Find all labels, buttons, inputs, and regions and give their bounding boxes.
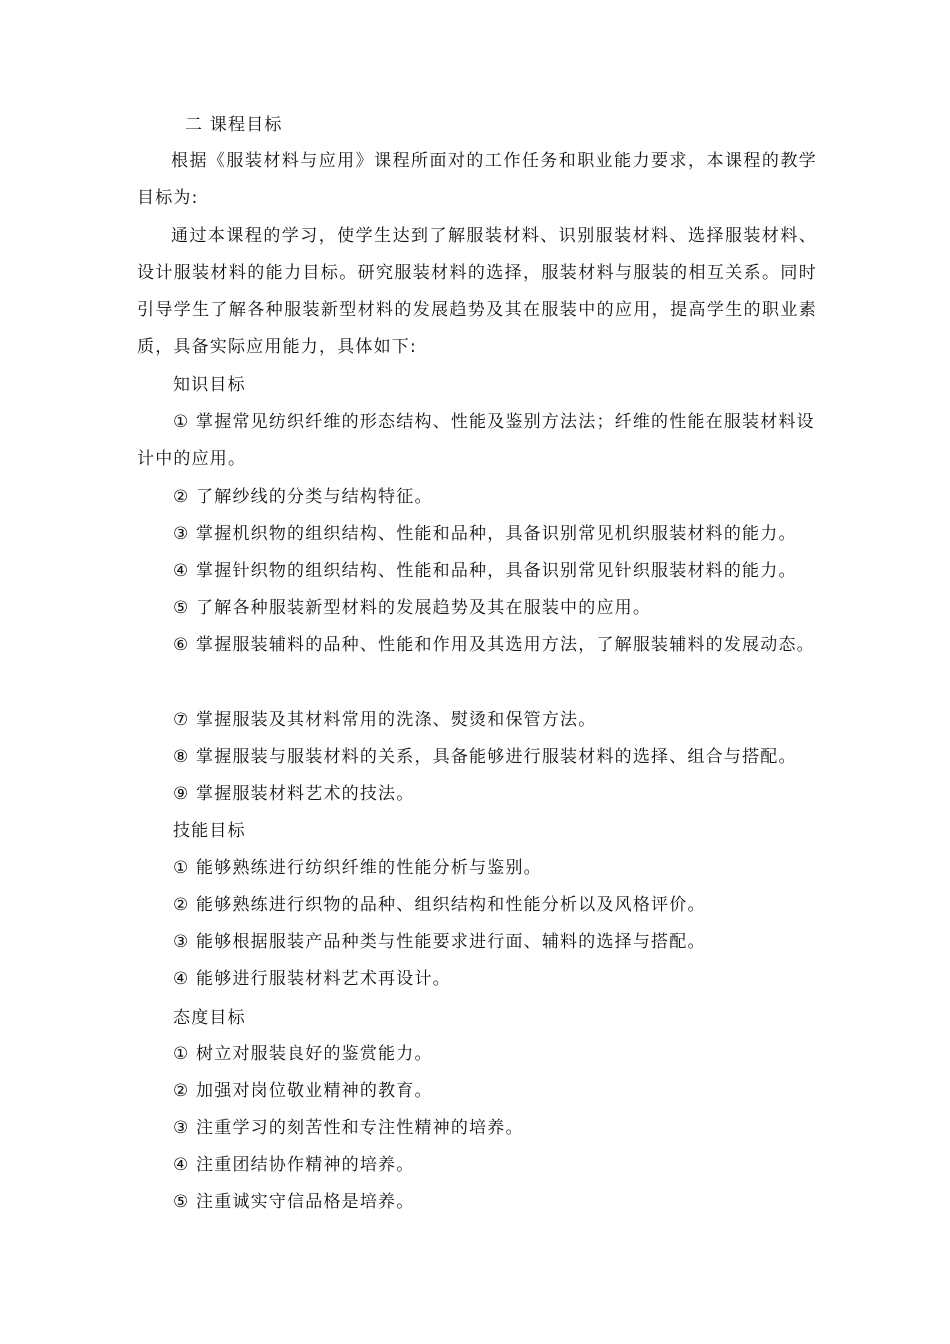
- knowledge-item-9: ⑨ 掌握服装材料艺术的技法。: [173, 784, 415, 804]
- skill-heading: 技能目标: [173, 821, 246, 841]
- attitude-heading: 态度目标: [173, 1008, 246, 1028]
- skill-item-2: ② 能够熟练进行织物的品种、组织结构和性能分析以及风格评价。: [173, 895, 706, 915]
- knowledge-item-3: ③ 掌握机织物的组织结构、性能和品种，具备识别常见机织服装材料的能力。: [173, 524, 797, 544]
- knowledge-item-1: ① 掌握常见纺织纤维的形态结构、性能及鉴别方法法；纤维的性能在服装材料设计中的应用。: [137, 412, 815, 469]
- overview-paragraph: 通过本课程的学习，使学生达到了解服装材料、识别服装材料、选择服装材料、设计服装材料的能力目标。研究服装材料的选择，服装材料与服装的相互关系。同时引导学生了解各种服装新型材料的发展趋势及其在服装中的应用，提高学生的职业素质，具备实际应用能力，具体如下:: [137, 226, 817, 357]
- knowledge-item-7: ⑦ 掌握服装及其材料常用的洗涤、熨烫和保管方法。: [173, 710, 597, 730]
- knowledge-item-8: ⑧ 掌握服装与服装材料的关系，具备能够进行服装材料的选择、组合与搭配。: [173, 747, 797, 767]
- skill-item-1: ① 能够熟练进行纺织纤维的性能分析与鉴别。: [173, 858, 542, 878]
- skill-item-4: ④ 能够进行服装材料艺术再设计。: [173, 969, 451, 989]
- knowledge-item-5: ⑤ 了解各种服装新型材料的发展趋势及其在服装中的应用。: [173, 598, 652, 618]
- intro-paragraph: 根据《服装材料与应用》课程所面对的工作任务和职业能力要求，本课程的教学目标为:: [137, 151, 817, 208]
- attitude-item-4: ④ 注重团结协作精神的培养。: [173, 1155, 415, 1175]
- attitude-item-5: ⑤ 注重诚实守信品格是培养。: [173, 1192, 415, 1212]
- knowledge-item-6: ⑥ 掌握服装辅料的品种、性能和作用及其选用方法，了解服装辅料的发展动态。: [173, 635, 815, 655]
- attitude-item-3: ③ 注重学习的刻苦性和专注性精神的培养。: [173, 1118, 524, 1138]
- attitude-item-2: ② 加强对岗位敬业精神的教育。: [173, 1081, 433, 1101]
- attitude-item-1: ① 树立对服装良好的鉴赏能力。: [173, 1044, 433, 1064]
- knowledge-item-2: ② 了解纱线的分类与结构特征。: [173, 487, 433, 507]
- knowledge-item-4: ④ 掌握针织物的组织结构、性能和品种，具备识别常见针织服装材料的能力。: [173, 561, 797, 581]
- knowledge-heading: 知识目标: [173, 375, 246, 395]
- section-title: 二 课程目标: [185, 115, 283, 135]
- skill-item-3: ③ 能够根据服装产品种类与性能要求进行面、辅料的选择与搭配。: [173, 932, 706, 952]
